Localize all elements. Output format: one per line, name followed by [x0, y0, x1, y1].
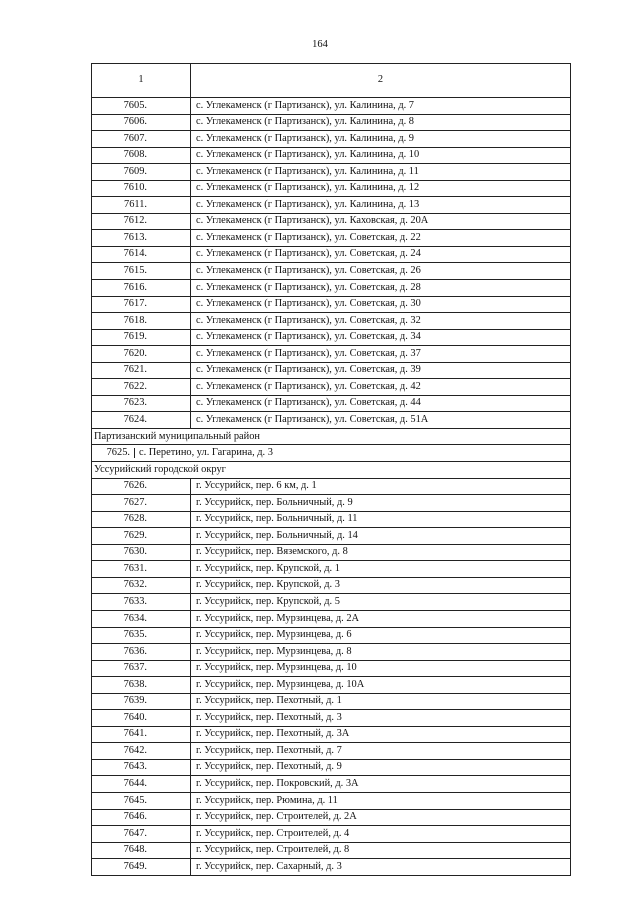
row-address: с. Углекаменск (г Партизанск), ул. Советская, д. 26	[191, 263, 571, 280]
table-row	[92, 230, 571, 247]
row-address: г. Уссурийск, пер. Больничный, д. 14	[191, 528, 571, 545]
row-number: 7631.	[92, 561, 191, 578]
row-number: 7625.	[92, 448, 135, 458]
table-row	[92, 313, 571, 330]
row-address: с. Углекаменск (г Партизанск), ул. Советская, д. 22	[191, 230, 571, 247]
row-address: г. Уссурийск, пер. Сахарный, д. 3	[191, 859, 571, 876]
table-row	[92, 594, 571, 611]
row-number: 7638.	[92, 677, 191, 694]
table-row	[92, 263, 571, 280]
row-address: с. Углекаменск (г Партизанск), ул. Калинина, д. 10	[191, 147, 571, 164]
row-address: г. Уссурийск, пер. Мурзинцева, д. 6	[191, 627, 571, 644]
row-number: 7623.	[92, 395, 191, 412]
row-address: г. Уссурийск, пер. Больничный, д. 11	[191, 511, 571, 528]
row-number: 7637.	[92, 660, 191, 677]
table-row	[92, 577, 571, 594]
section-heading: Партизанский муниципальный район	[92, 428, 571, 445]
row-number: 7614.	[92, 246, 191, 263]
row-number: 7632.	[92, 577, 191, 594]
table-row	[92, 842, 571, 859]
row-number: 7607.	[92, 131, 191, 148]
table-row	[92, 776, 571, 793]
row-number: 7645.	[92, 792, 191, 809]
row-number: 7629.	[92, 528, 191, 545]
table-row	[92, 213, 571, 230]
table-row	[92, 180, 571, 197]
table-row	[92, 809, 571, 826]
row-address: с. Углекаменск (г Партизанск), ул. Советская, д. 42	[191, 379, 571, 396]
table-row	[92, 296, 571, 313]
table-row	[92, 792, 571, 809]
row-address: с. Углекаменск (г Партизанск), ул. Советская, д. 51А	[191, 412, 571, 429]
row-number: 7609.	[92, 164, 191, 181]
row-number: 7640.	[92, 710, 191, 727]
table-row	[92, 544, 571, 561]
row-number: 7639.	[92, 693, 191, 710]
table-row	[92, 610, 571, 627]
row-number: 7628.	[92, 511, 191, 528]
table-row	[92, 98, 571, 115]
row-address: с. Углекаменск (г Партизанск), ул. Калинина, д. 8	[191, 114, 571, 131]
table-row	[92, 743, 571, 760]
table-row	[92, 561, 571, 578]
table-row	[92, 644, 571, 661]
row-number: 7619.	[92, 329, 191, 346]
section-row	[92, 462, 571, 479]
row-address: с. Углекаменск (г Партизанск), ул. Советская, д. 32	[191, 313, 571, 330]
row-number: 7642.	[92, 743, 191, 760]
table-row	[92, 246, 571, 263]
table-row	[92, 759, 571, 776]
table-row	[92, 710, 571, 727]
row-number: 7617.	[92, 296, 191, 313]
table-row	[92, 445, 571, 462]
page-number: 164	[312, 39, 328, 50]
table-row	[92, 362, 571, 379]
row-address: г. Уссурийск, пер. Пехотный, д. 3	[191, 710, 571, 727]
row-cell-merged	[92, 445, 571, 462]
table-row	[92, 495, 571, 512]
table-row	[92, 412, 571, 429]
section-row	[92, 428, 571, 445]
row-address: г. Уссурийск, пер. Строителей, д. 4	[191, 826, 571, 843]
table-row	[92, 379, 571, 396]
table-row	[92, 164, 571, 181]
row-number: 7613.	[92, 230, 191, 247]
column-header-2: 2	[191, 64, 571, 98]
table-row	[92, 693, 571, 710]
table-row	[92, 197, 571, 214]
row-number: 7635.	[92, 627, 191, 644]
table-row	[92, 395, 571, 412]
table-row	[92, 114, 571, 131]
row-number: 7605.	[92, 98, 191, 115]
row-address: г. Уссурийск, пер. Крупской, д. 1	[191, 561, 571, 578]
table-row	[92, 677, 571, 694]
row-number: 7646.	[92, 809, 191, 826]
row-address: г. Уссурийск, пер. Мурзинцева, д. 8	[191, 644, 571, 661]
row-number: 7626.	[92, 478, 191, 495]
table-row	[92, 280, 571, 297]
row-number: 7610.	[92, 180, 191, 197]
row-number: 7636.	[92, 644, 191, 661]
row-address: г. Уссурийск, пер. Больничный, д. 9	[191, 495, 571, 512]
row-number: 7608.	[92, 147, 191, 164]
row-address: г. Уссурийск, пер. Пехотный, д. 1	[191, 693, 571, 710]
row-number: 7621.	[92, 362, 191, 379]
row-number: 7634.	[92, 610, 191, 627]
row-number: 7612.	[92, 213, 191, 230]
column-header-1: 1	[92, 64, 191, 98]
row-address: г. Уссурийск, пер. 6 км, д. 1	[191, 478, 571, 495]
row-address: с. Углекаменск (г Партизанск), ул. Советская, д. 28	[191, 280, 571, 297]
row-number: 7606.	[92, 114, 191, 131]
table-body-partizansk	[92, 98, 571, 429]
row-address: г. Уссурийск, пер. Строителей, д. 2А	[191, 809, 571, 826]
table-body-ussuriysk	[92, 478, 571, 875]
row-address: с. Углекаменск (г Партизанск), ул. Калинина, д. 13	[191, 197, 571, 214]
row-address: г. Уссурийск, пер. Покровский, д. 3А	[191, 776, 571, 793]
row-number: 7624.	[92, 412, 191, 429]
row-address: с. Углекаменск (г Партизанск), ул. Каховская, д. 20А	[191, 213, 571, 230]
table-row	[92, 511, 571, 528]
address-table	[91, 63, 571, 876]
row-number: 7648.	[92, 842, 191, 859]
row-number: 7649.	[92, 859, 191, 876]
row-number: 7620.	[92, 346, 191, 363]
table-row	[92, 478, 571, 495]
row-number: 7647.	[92, 826, 191, 843]
table-header-row	[92, 64, 571, 98]
row-address: с. Углекаменск (г Партизанск), ул. Советская, д. 44	[191, 395, 571, 412]
row-number: 7618.	[92, 313, 191, 330]
row-address: с. Углекаменск (г Партизанск), ул. Советская, д. 24	[191, 246, 571, 263]
row-address: с. Перетино, ул. Гагарина, д. 3	[139, 447, 273, 459]
row-address: г. Уссурийск, пер. Мурзинцева, д. 2А	[191, 610, 571, 627]
row-number: 7630.	[92, 544, 191, 561]
row-number: 7641.	[92, 726, 191, 743]
table-row	[92, 147, 571, 164]
table-row	[92, 528, 571, 545]
row-address: с. Углекаменск (г Партизанск), ул. Советская, д. 34	[191, 329, 571, 346]
row-address: с. Углекаменск (г Партизанск), ул. Калинина, д. 7	[191, 98, 571, 115]
row-number: 7622.	[92, 379, 191, 396]
row-address: г. Уссурийск, пер. Мурзинцева, д. 10А	[191, 677, 571, 694]
row-address: с. Углекаменск (г Партизанск), ул. Советская, д. 39	[191, 362, 571, 379]
row-address: г. Уссурийск, пер. Крупской, д. 5	[191, 594, 571, 611]
row-number: 7643.	[92, 759, 191, 776]
row-number: 7615.	[92, 263, 191, 280]
row-number: 7644.	[92, 776, 191, 793]
row-address: г. Уссурийск, пер. Пехотный, д. 7	[191, 743, 571, 760]
table-row	[92, 859, 571, 876]
row-address: г. Уссурийск, пер. Строителей, д. 8	[191, 842, 571, 859]
row-address: с. Углекаменск (г Партизанск), ул. Советская, д. 37	[191, 346, 571, 363]
row-address: г. Уссурийск, пер. Мурзинцева, д. 10	[191, 660, 571, 677]
table-row	[92, 346, 571, 363]
row-address: с. Углекаменск (г Партизанск), ул. Советская, д. 30	[191, 296, 571, 313]
row-number: 7611.	[92, 197, 191, 214]
row-address: г. Уссурийск, пер. Вяземского, д. 8	[191, 544, 571, 561]
row-address: г. Уссурийск, пер. Пехотный, д. 9	[191, 759, 571, 776]
table-row	[92, 826, 571, 843]
row-number: 7616.	[92, 280, 191, 297]
table-row	[92, 329, 571, 346]
row-address: г. Уссурийск, пер. Пехотный, д. 3А	[191, 726, 571, 743]
section-heading: Уссурийский городской округ	[92, 462, 571, 479]
table-row	[92, 131, 571, 148]
row-address: г. Уссурийск, пер. Рюмина, д. 11	[191, 792, 571, 809]
table-row	[92, 660, 571, 677]
row-address: с. Углекаменск (г Партизанск), ул. Калинина, д. 9	[191, 131, 571, 148]
table-row	[92, 726, 571, 743]
row-number: 7633.	[92, 594, 191, 611]
row-number: 7627.	[92, 495, 191, 512]
table-body-partizansky-district	[92, 428, 571, 478]
row-address: г. Уссурийск, пер. Крупской, д. 3	[191, 577, 571, 594]
table-row	[92, 627, 571, 644]
row-address: с. Углекаменск (г Партизанск), ул. Калинина, д. 12	[191, 180, 571, 197]
row-address: с. Углекаменск (г Партизанск), ул. Калинина, д. 11	[191, 164, 571, 181]
